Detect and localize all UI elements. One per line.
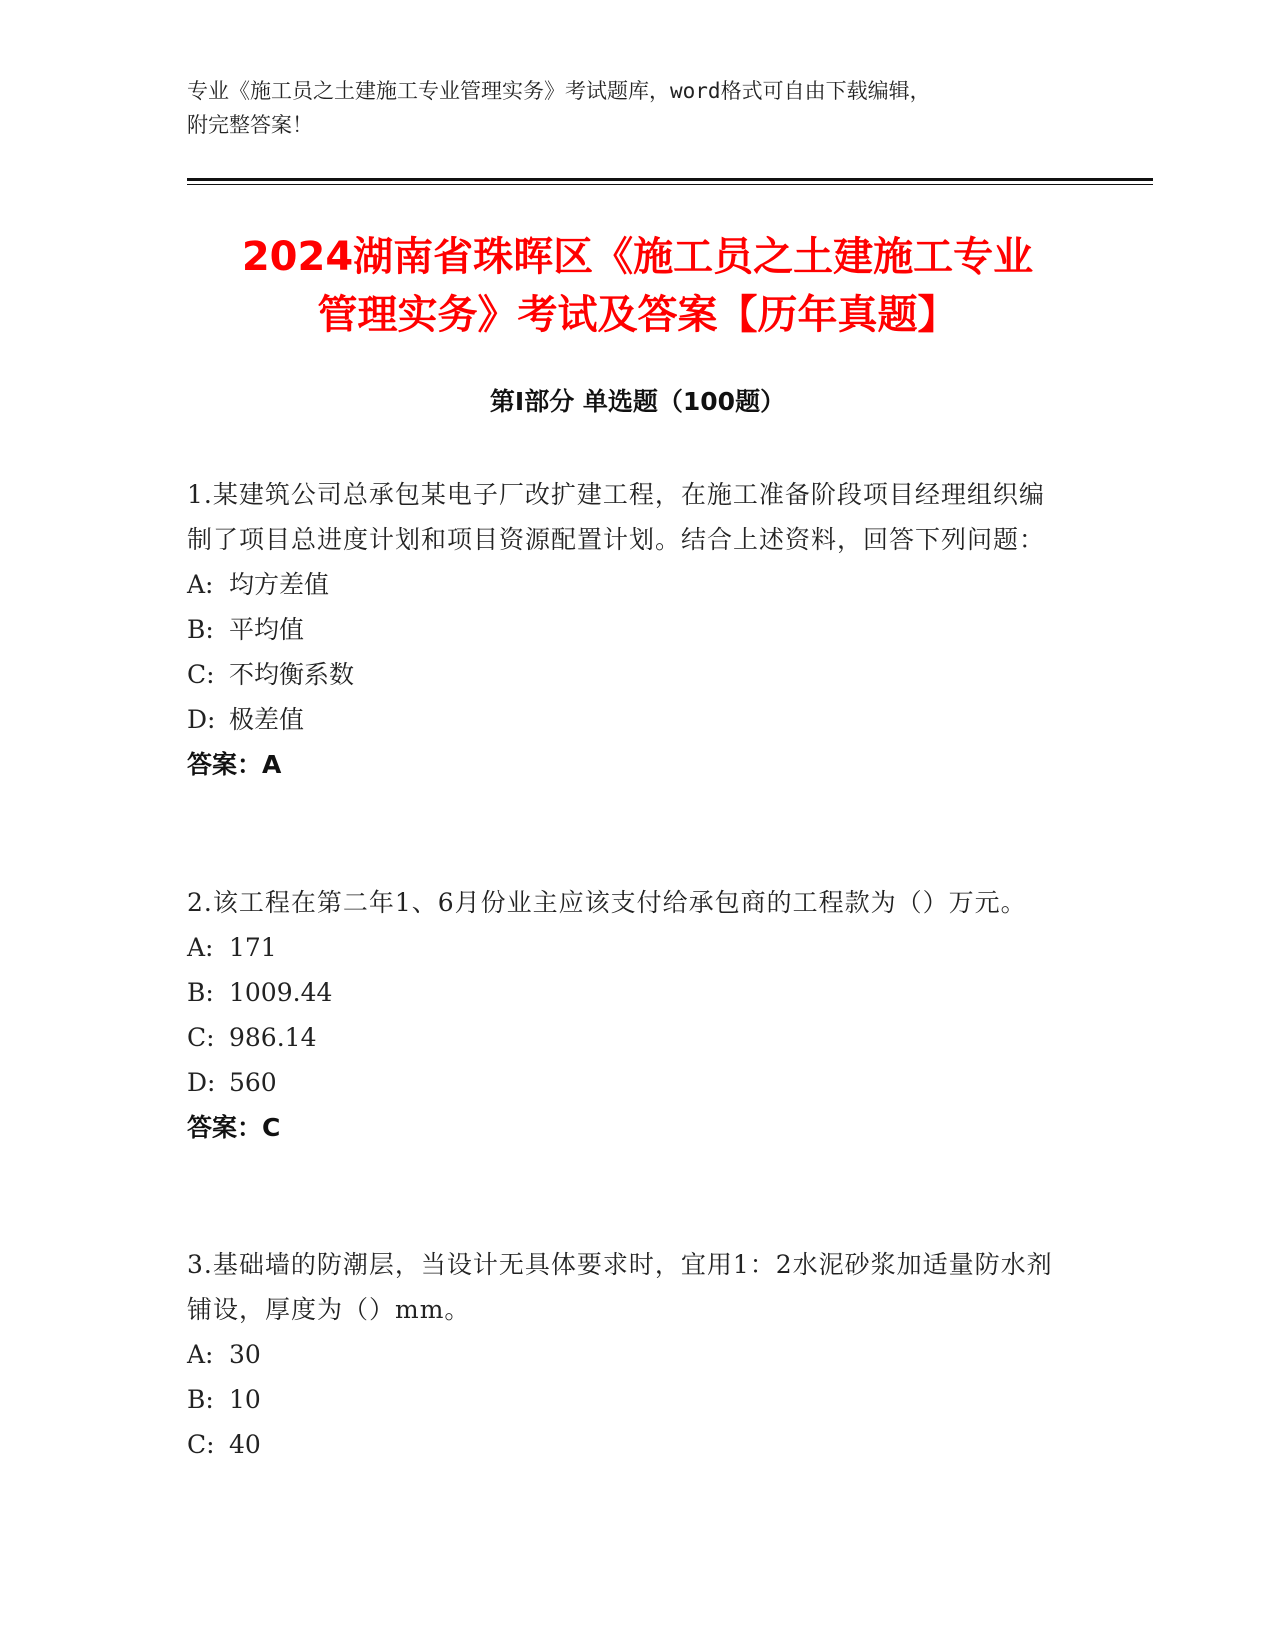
question-option — [187, 1377, 1067, 1422]
option-text: 30 — [229, 1340, 261, 1369]
option-key: D: — [187, 1068, 216, 1097]
option-text: 40 — [229, 1430, 261, 1459]
header-note — [187, 74, 1067, 142]
section-heading: 第I部分 单选题（100题） — [489, 387, 786, 416]
question-option — [187, 1060, 1067, 1105]
question-stem: 2.该工程在第二年1、6月份业主应该支付给承包商的工程款为（）万元。 — [187, 888, 1027, 917]
option-key: C: — [187, 660, 215, 689]
question-answer: 答案：A — [187, 750, 282, 779]
question-stem: 3.基础墙的防潮层，当设计无具体要求时，宜用1：2水泥砂浆加适量防水剂铺设，厚度为（）mm。 — [187, 1250, 1053, 1324]
question-option — [187, 925, 1067, 970]
question-option — [187, 970, 1067, 1015]
question-stem: 1.某建筑公司总承包某电子厂改扩建工程，在施工准备阶段项目经理组织编制了项目总进度计划和项目资源配置计划。结合上述资料，回答下列问题： — [187, 480, 1046, 554]
option-key: A: — [187, 933, 214, 962]
option-key: A: — [187, 570, 214, 599]
question-answer: 答案：C — [187, 1113, 281, 1142]
document-title-line: 管理实务》考试及答案【历年真题】 — [317, 292, 958, 338]
option-text: 10 — [229, 1385, 261, 1414]
question-option — [187, 562, 1067, 607]
question-option — [187, 697, 1067, 742]
option-text: 560 — [229, 1068, 277, 1097]
option-key: C: — [187, 1430, 215, 1459]
option-text: 平均值 — [229, 615, 305, 644]
question-item — [187, 472, 1067, 787]
document-title — [170, 228, 1105, 344]
document-title-line: 2024湖南省珠晖区《施工员之土建施工专业 — [241, 234, 1034, 280]
header-divider-thin — [187, 184, 1153, 185]
option-text: 1009.44 — [229, 978, 333, 1007]
question-option — [187, 1332, 1067, 1377]
option-key: A: — [187, 1340, 214, 1369]
option-key: D: — [187, 705, 216, 734]
option-text: 不均衡系数 — [229, 660, 355, 689]
question-item — [187, 1242, 1067, 1467]
option-key: B: — [187, 615, 214, 644]
option-key: C: — [187, 1023, 215, 1052]
option-text: 986.14 — [229, 1023, 317, 1052]
option-text: 极差值 — [229, 705, 305, 734]
question-option — [187, 607, 1067, 652]
question-option — [187, 652, 1067, 697]
option-key: B: — [187, 1385, 214, 1414]
header-divider-thick — [187, 178, 1153, 181]
header-note-line: 附完整答案！ — [187, 113, 313, 137]
option-text: 均方差值 — [229, 570, 330, 599]
question-option — [187, 1422, 1067, 1467]
question-option — [187, 1015, 1067, 1060]
option-key: B: — [187, 978, 214, 1007]
option-text: 171 — [229, 933, 277, 962]
header-note-line: 专业《施工员之土建施工专业管理实务》考试题库，word格式可自由下载编辑， — [187, 79, 931, 103]
question-item — [187, 880, 1067, 1150]
